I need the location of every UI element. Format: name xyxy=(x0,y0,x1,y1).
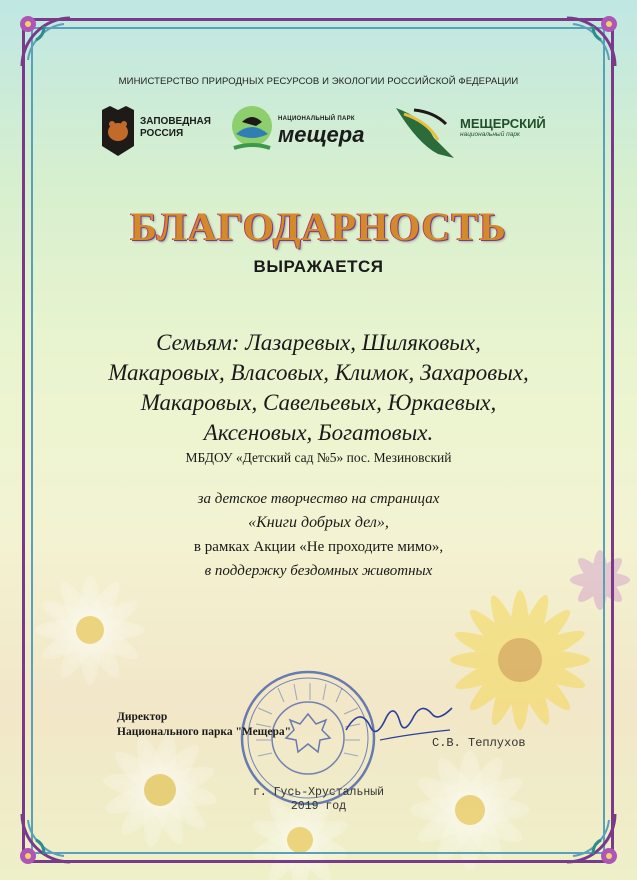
zapovednaya-line1: ЗАПОВЕДНАЯ xyxy=(140,116,211,127)
recipients-line: Семьям: Лазаревых, Шиляковых, xyxy=(156,330,481,355)
ornament-corner-icon xyxy=(14,10,78,74)
meshchersky-small-caption: национальный парк xyxy=(460,131,520,138)
school-name: МБДОУ «Детский сад №5» пос. Мезиновский xyxy=(185,450,452,465)
signatory-role xyxy=(117,710,291,740)
bird-wing-icon xyxy=(394,104,460,160)
place-and-year xyxy=(0,786,637,814)
ministry-header: МИНИСТЕРСТВО ПРИРОДНЫХ РЕСУРСОВ И ЭКОЛОГИИ РОССИЙСКОЙ ФЕДЕРАЦИИ xyxy=(118,76,519,87)
signatory-role-line: Национального парка "Мещера" xyxy=(117,726,292,738)
recipients-line: Макаровых, Савельевых, Юркаевых, xyxy=(140,390,497,415)
ornament-corner-icon xyxy=(559,806,623,870)
place-year: 2019 год xyxy=(290,800,347,813)
signatory-name: С.В. Теплухов xyxy=(432,736,526,750)
reason-block xyxy=(0,487,637,583)
document-subtitle: ВЫРАЖАЕТСЯ xyxy=(253,257,384,276)
zapovednaya-logo xyxy=(100,104,220,158)
reason-line: в поддержку бездомных животных xyxy=(204,563,433,579)
recipients-block xyxy=(40,328,597,448)
bear-emblem-icon xyxy=(100,106,136,156)
reason-line: в рамках Акции «Не проходите мимо», xyxy=(193,539,444,555)
recipients-line: Макаровых, Власовых, Климок, Захаровых, xyxy=(108,360,529,385)
reason-line: «Книги добрых дел», xyxy=(248,514,389,531)
signatory-role-line: Директор xyxy=(117,711,168,723)
bird-emblem-icon xyxy=(230,104,274,156)
document-title: БЛАГОДАРНОСТЬ xyxy=(130,204,507,249)
reason-line: за детское творчество на страницах xyxy=(197,491,440,507)
meshchera-name: мещера xyxy=(278,122,365,147)
meshchersky-logo xyxy=(394,104,554,160)
zapovednaya-line2: РОССИЯ xyxy=(140,128,184,139)
meshchera-small-caption: НАЦИОНАЛЬНЫЙ ПАРК xyxy=(278,116,355,122)
meshchera-logo xyxy=(230,102,380,160)
place-city: г. Гусь-Хрустальный xyxy=(252,786,385,799)
ornament-corner-icon xyxy=(559,10,623,74)
meshchersky-name: МЕЩЕРСКИЙ xyxy=(460,116,546,131)
recipients-line: Аксеновых, Богатовых. xyxy=(203,420,434,445)
ornament-corner-icon xyxy=(14,806,78,870)
